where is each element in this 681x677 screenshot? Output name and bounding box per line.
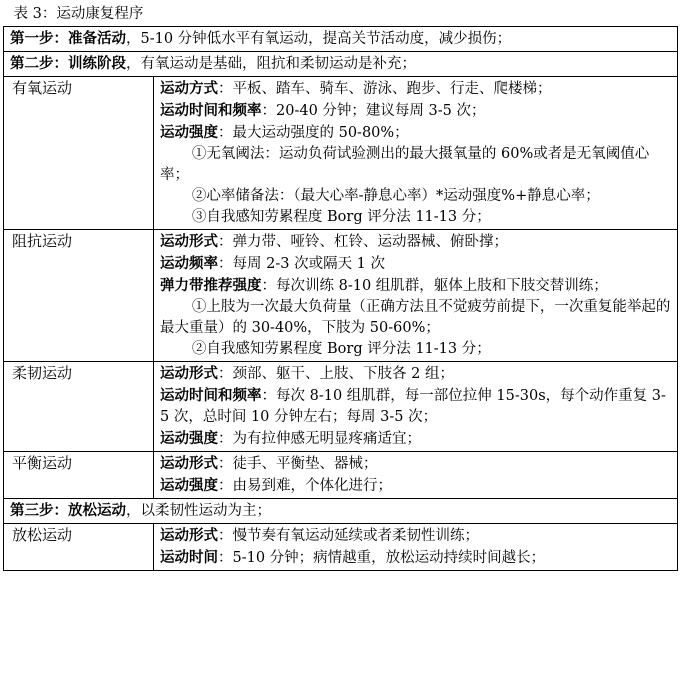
flexibility-intensity xyxy=(160,428,671,450)
resistance-details xyxy=(154,230,678,362)
balance-form-label: 运动形式 xyxy=(160,455,218,472)
aerobic-intensity-text: ：最大运动强度的 50-80%； xyxy=(218,125,409,141)
balance-row xyxy=(4,452,678,499)
relax-time-label: 运动时间 xyxy=(160,549,218,566)
flexibility-time xyxy=(160,385,671,428)
step2-text: ，有氧运动是基础，阻抗和柔韧运动是补充； xyxy=(126,56,416,72)
resistance-form xyxy=(160,231,671,253)
flexibility-form-label: 运动形式 xyxy=(160,365,218,382)
step1-text: ，5-10 分钟低水平有氧运动，提高关节活动度，减少损伤； xyxy=(126,31,512,47)
resistance-freq-text: ：每周 2-3 次或隔天 1 次 xyxy=(218,256,386,272)
step1-cell xyxy=(4,27,678,52)
aerobic-method3: ③自我感知劳累程度 Borg 评分法 11-13 分； xyxy=(191,209,491,225)
flexibility-intensity-text: ：为有拉伸感无明显疼痛适宜； xyxy=(218,431,421,447)
balance-intensity xyxy=(160,475,671,497)
balance-intensity-text: ：由易到难，个体化进行； xyxy=(218,478,392,494)
aerobic-name: 有氧运动 xyxy=(4,77,154,230)
relax-time-text: ：5-10 分钟；病情越重，放松运动持续时间越长； xyxy=(218,550,546,566)
resistance-method2: ②自我感知劳累程度 Borg 评分法 11-13 分； xyxy=(191,341,491,357)
flexibility-time-label: 运动时间和频率 xyxy=(160,387,262,404)
resistance-method1: ①上肢为一次最大负荷量（正确方法且不觉疲劳前提下，一次重复能举起的最大重量）的 30-40%，下肢为 50-60%； xyxy=(160,299,671,336)
aerobic-mode xyxy=(160,78,671,100)
flexibility-form-text: ：颈部、躯干、上肢、下肢各 2 组； xyxy=(218,366,454,382)
flexibility-details xyxy=(154,362,678,452)
rehab-program-table xyxy=(3,3,678,571)
step2-label: 第二步：训练阶段 xyxy=(10,55,126,72)
flexibility-row xyxy=(4,362,678,452)
relax-form-text: ：慢节奏有氧运动延续或者柔韧性训练； xyxy=(218,528,479,544)
balance-details xyxy=(154,452,678,499)
step2-cell xyxy=(4,52,678,77)
relax-details xyxy=(154,524,678,571)
resistance-name: 阻抗运动 xyxy=(4,230,154,362)
aerobic-details xyxy=(154,77,678,230)
aerobic-method2: ②心率储备法：（最大心率-静息心率）*运动强度%+静息心率； xyxy=(191,188,600,204)
resistance-form-label: 运动形式 xyxy=(160,233,218,250)
relax-form xyxy=(160,525,671,547)
balance-form-text: ：徒手、平衡垫、器械； xyxy=(218,456,378,472)
step1-row xyxy=(4,27,678,52)
resistance-band-text: ：每次训练 8-10 组肌群，躯体上肢和下肢交替训练； xyxy=(261,278,608,294)
aerobic-row xyxy=(4,77,678,230)
resistance-form-text: ：弹力带、哑铃、杠铃、运动器械、俯卧撑； xyxy=(218,234,508,250)
aerobic-method1: ①无氧阈法：运动负荷试验测出的最大摄氧量的 60%或者是无氧阈值心率； xyxy=(160,146,650,183)
flexibility-intensity-label: 运动强度 xyxy=(160,430,218,447)
balance-name: 平衡运动 xyxy=(4,452,154,499)
relax-form-label: 运动形式 xyxy=(160,527,218,544)
aerobic-mode-text: ：平板、踏车、骑车、游泳、跑步、行走、爬楼梯； xyxy=(218,81,552,97)
aerobic-time-label: 运动时间和频率 xyxy=(160,102,262,119)
resistance-band-label: 弹力带推荐强度 xyxy=(160,277,262,294)
aerobic-mode-label: 运动方式 xyxy=(160,80,218,97)
step2-row xyxy=(4,52,678,77)
aerobic-intensity-label: 运动强度 xyxy=(160,124,218,141)
flexibility-form xyxy=(160,363,671,385)
resistance-row xyxy=(4,230,678,362)
step3-row xyxy=(4,499,678,524)
table-title: 表 3：运动康复程序 xyxy=(4,3,678,27)
resistance-freq-label: 运动频率 xyxy=(160,255,218,272)
balance-intensity-label: 运动强度 xyxy=(160,477,218,494)
step3-text: ，以柔韧性运动为主； xyxy=(126,503,271,519)
flexibility-name: 柔韧运动 xyxy=(4,362,154,452)
balance-form xyxy=(160,453,671,475)
resistance-freq xyxy=(160,253,671,275)
aerobic-time xyxy=(160,100,671,122)
relax-name: 放松运动 xyxy=(4,524,154,571)
step1-label: 第一步：准备活动 xyxy=(10,30,126,47)
step3-label: 第三步：放松运动 xyxy=(10,502,126,519)
flexibility-time-text: ：每次 8-10 组肌群，每一部位拉伸 15-30s，每个动作重复 3-5 次，总时间 10 分钟左右；每周 3-5 次； xyxy=(160,388,666,425)
resistance-band xyxy=(160,275,671,297)
relax-time xyxy=(160,547,671,569)
aerobic-intensity xyxy=(160,122,671,144)
aerobic-time-text: ：20-40 分钟；建议每周 3-5 次； xyxy=(261,103,486,119)
relax-row xyxy=(4,524,678,571)
table-caption-row xyxy=(4,3,678,27)
step3-cell xyxy=(4,499,678,524)
